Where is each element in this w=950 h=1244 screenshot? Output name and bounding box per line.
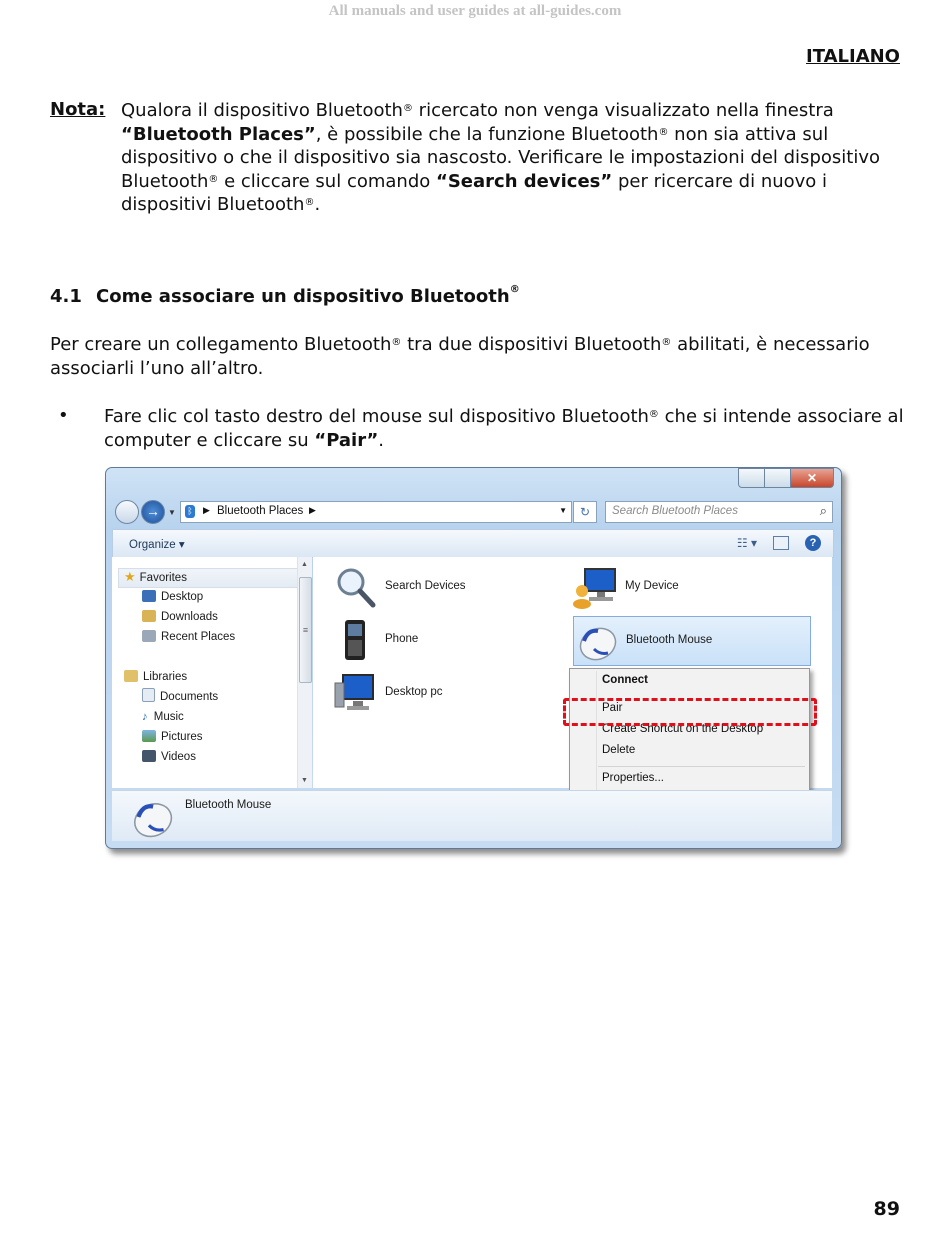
device-desktop-pc[interactable]: Desktop pc	[333, 671, 493, 715]
minimize-button[interactable]	[738, 468, 765, 488]
mouse-icon	[128, 794, 174, 840]
refresh-button[interactable]: ↻	[573, 501, 597, 523]
intro-paragraph: Per creare un collegamento Bluetooth® tra due dispositivi Bluetooth® abilitati, è necessario associarli l’uno all’altro.	[50, 334, 870, 379]
nav-music[interactable]: ♪ Music	[142, 711, 184, 723]
close-button[interactable]: ✕	[790, 468, 834, 488]
computer-user-icon	[573, 565, 617, 609]
chevron-right-icon[interactable]: ▶	[309, 505, 316, 515]
page-number: 89	[873, 1198, 900, 1220]
back-button[interactable]	[115, 500, 139, 524]
recent-places-icon	[142, 630, 156, 642]
desktop-pc-icon	[333, 671, 377, 715]
mouse-icon	[574, 619, 618, 663]
nav-favorites[interactable]: ★ Favorites	[124, 569, 187, 584]
star-icon: ★	[124, 569, 136, 584]
device-phone[interactable]: Phone	[333, 618, 493, 662]
details-device-name: Bluetooth Mouse	[185, 799, 272, 811]
search-input[interactable]: Search Bluetooth Places ⌕	[605, 501, 833, 523]
device-bluetooth-mouse[interactable]: Bluetooth Mouse	[573, 616, 811, 666]
scroll-down-icon[interactable]: ▼	[301, 777, 308, 784]
details-pane	[112, 790, 832, 841]
device-search-devices[interactable]: Search Devices	[333, 565, 493, 609]
menu-delete[interactable]: Delete	[602, 744, 636, 756]
bluetooth-icon: ᛒ	[185, 505, 195, 518]
music-icon: ♪	[142, 711, 148, 723]
views-icon[interactable]: ☷ ▾	[736, 536, 757, 550]
navigation-pane	[112, 557, 303, 788]
watermark: All manuals and user guides at all-guides.com	[328, 3, 622, 19]
forward-button[interactable]: →	[141, 500, 165, 524]
nav-videos[interactable]: Videos	[142, 748, 196, 766]
nav-documents[interactable]: Documents	[142, 688, 218, 706]
toolbar	[112, 529, 834, 558]
menu-create-shortcut[interactable]: Create Shortcut on the Desktop	[602, 723, 764, 735]
videos-icon	[142, 750, 156, 762]
breadcrumb-bluetooth-places[interactable]: Bluetooth Places	[217, 505, 304, 517]
maximize-button[interactable]	[764, 468, 791, 488]
language-header: ITALIANO	[806, 46, 900, 67]
organize-menu[interactable]: Organize ▾	[129, 539, 185, 551]
scroll-up-icon[interactable]: ▲	[301, 561, 308, 568]
help-icon[interactable]: ?	[805, 535, 821, 551]
recent-pages-dropdown-icon[interactable]: ▼	[168, 508, 176, 517]
address-bar[interactable]	[180, 501, 572, 523]
bullet-text: Fare clic col tasto destro del mouse sul dispositivo Bluetooth® che si intende associare al computer e cliccare su “Pair”.	[104, 406, 904, 451]
bullet-marker: •	[58, 405, 69, 426]
context-menu	[569, 668, 810, 794]
nav-pictures[interactable]: Pictures	[142, 728, 203, 746]
nav-scrollbar[interactable]	[297, 557, 312, 788]
downloads-icon	[142, 610, 156, 622]
libraries-icon	[124, 670, 138, 682]
phone-icon	[333, 618, 377, 662]
nav-downloads[interactable]: Downloads	[142, 608, 218, 626]
nav-desktop[interactable]: Desktop	[142, 588, 203, 606]
address-dropdown-icon[interactable]: ▼	[559, 506, 567, 515]
bluetooth-places-window	[105, 467, 842, 849]
nav-recent-places[interactable]: Recent Places	[142, 628, 235, 646]
menu-gutter	[596, 671, 597, 791]
desktop-icon	[142, 590, 156, 602]
preview-pane-icon[interactable]	[773, 536, 789, 550]
chevron-right-icon[interactable]: ▶	[203, 505, 210, 515]
documents-icon	[142, 688, 155, 702]
device-my-device[interactable]: My Device	[573, 565, 733, 609]
nav-libraries[interactable]: Libraries	[124, 668, 187, 686]
section-heading: 4.1 Come associare un dispositivo Bluetooth®	[50, 284, 520, 307]
menu-pair[interactable]: Pair	[602, 702, 623, 714]
scroll-thumb[interactable]: ≡	[299, 577, 312, 683]
pictures-icon	[142, 730, 156, 742]
menu-properties[interactable]: Properties...	[602, 772, 664, 784]
magnifier-icon	[333, 565, 377, 609]
pair-highlight-box	[563, 698, 817, 726]
note-text: Qualora il dispositivo Bluetooth® ricercato non venga visualizzato nella finestra “Bluetooth Places”, è possibile che la funzione Bluetooth® non sia attiva sul dispositivo o che il dispositivo sia nascosto. Verificare le impostazioni del dispositivo Bluetooth® e cliccare sul comando “Search devices” per ricercare di nuovo i dispositivi Bluetooth®.	[121, 100, 880, 215]
menu-connect[interactable]: Connect	[602, 674, 648, 686]
note-label: Nota:	[50, 99, 106, 120]
menu-separator	[598, 766, 805, 767]
search-icon[interactable]: ⌕	[819, 503, 827, 518]
